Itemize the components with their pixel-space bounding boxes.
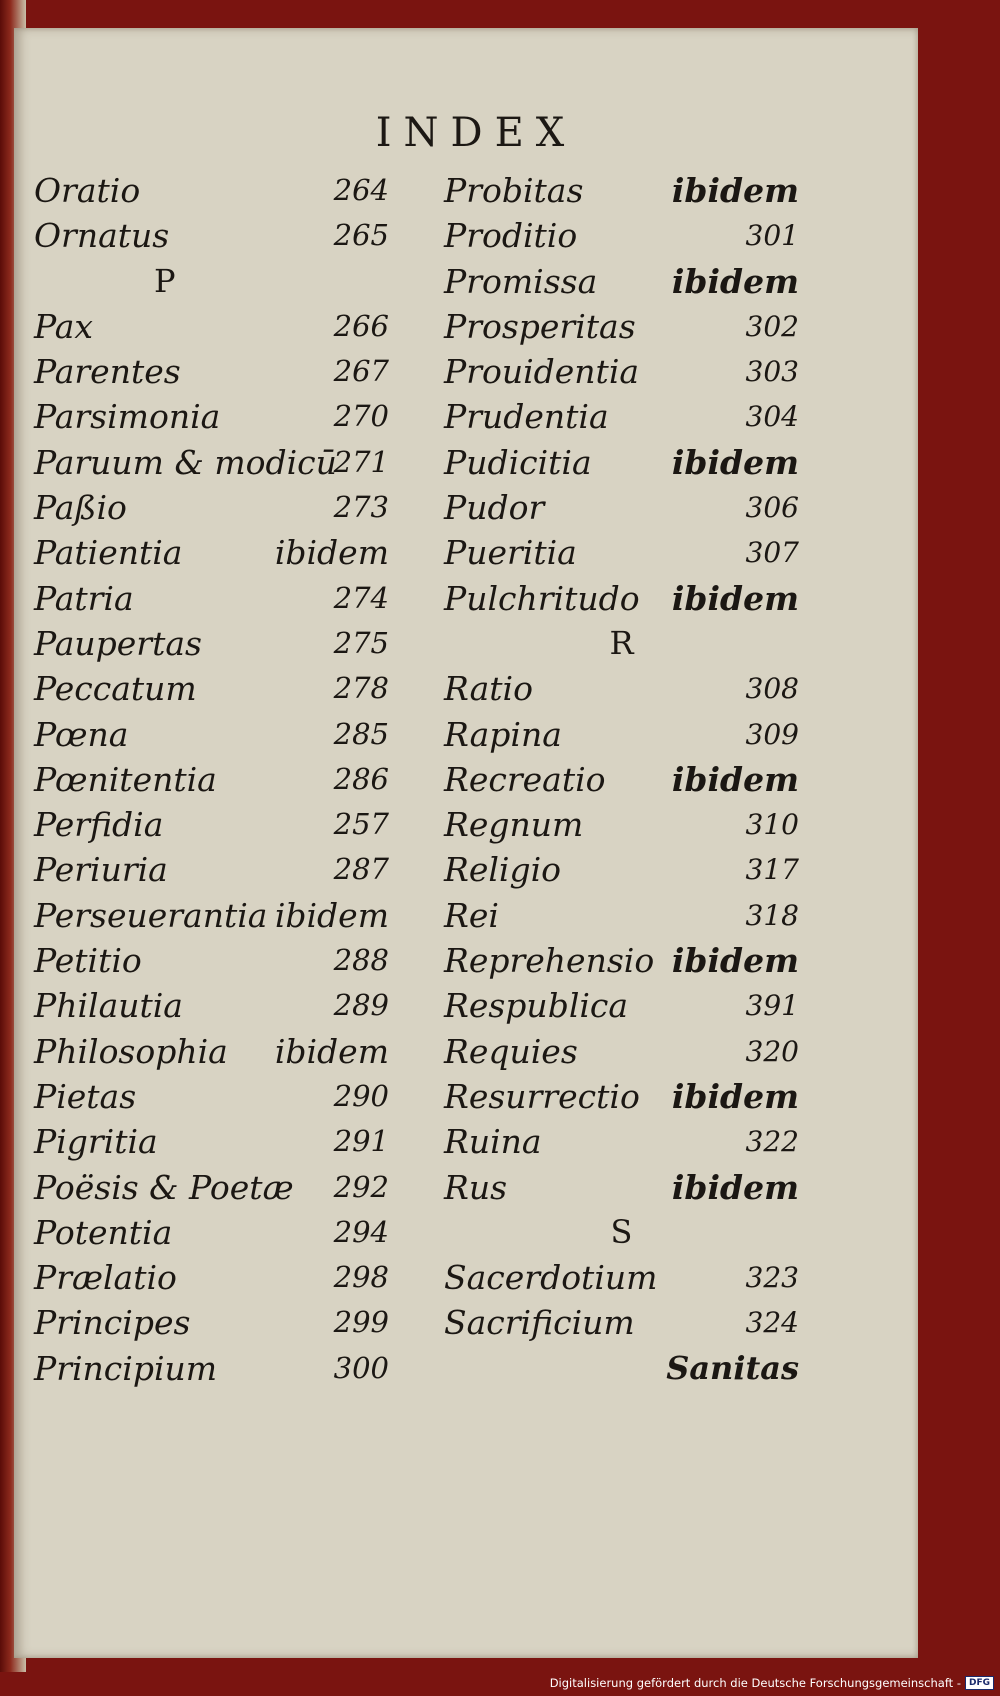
index-page-ref: 308 bbox=[745, 672, 799, 706]
index-page-ref: 290 bbox=[333, 1078, 389, 1113]
index-entry bbox=[34, 802, 389, 847]
index-entry bbox=[444, 938, 799, 983]
index-term: Sacerdotium bbox=[444, 1258, 658, 1298]
index-term: Periuria bbox=[34, 850, 168, 890]
index-term: Requies bbox=[444, 1031, 578, 1071]
index-term: Respublica bbox=[444, 986, 629, 1026]
index-term: Prudentia bbox=[444, 397, 609, 437]
index-term: Probitas bbox=[444, 171, 584, 210]
index-term: Principes bbox=[34, 1303, 191, 1343]
index-entry bbox=[34, 394, 389, 439]
index-page-ref: ibidem bbox=[274, 1031, 389, 1071]
index-entry bbox=[444, 440, 799, 485]
index-entry bbox=[34, 666, 389, 711]
index-page-ref: 288 bbox=[333, 943, 389, 978]
index-entry bbox=[34, 1210, 389, 1255]
index-entry bbox=[34, 712, 389, 757]
index-term: Prælatio bbox=[34, 1258, 177, 1298]
index-entry bbox=[34, 530, 389, 575]
index-entry bbox=[444, 666, 799, 711]
index-entry bbox=[444, 485, 799, 530]
index-page-ref: 266 bbox=[333, 308, 389, 343]
index-entry bbox=[34, 1165, 389, 1210]
index-entry bbox=[444, 259, 799, 304]
index-entry bbox=[34, 440, 389, 485]
index-page-ref: 300 bbox=[333, 1350, 389, 1385]
digitization-footer bbox=[550, 1674, 994, 1692]
index-column-left bbox=[34, 168, 389, 1391]
section-letter-row bbox=[34, 259, 389, 304]
index-entry bbox=[34, 213, 389, 258]
index-term: Pudicitia bbox=[444, 442, 592, 482]
index-term: Promissa bbox=[444, 261, 598, 301]
index-page-ref: 303 bbox=[745, 355, 799, 389]
index-term: Oratio bbox=[34, 171, 141, 210]
index-page-ref: 323 bbox=[745, 1261, 799, 1295]
index-entry bbox=[444, 530, 799, 575]
index-term: Rei bbox=[444, 895, 499, 935]
section-letter: P bbox=[154, 261, 176, 300]
index-page-ref: 270 bbox=[333, 399, 389, 434]
index-term: Pietas bbox=[34, 1076, 137, 1116]
index-page-ref: 271 bbox=[333, 444, 389, 479]
index-entry bbox=[444, 1029, 799, 1074]
dfg-logo: DFG bbox=[965, 1676, 994, 1690]
index-term: Religio bbox=[444, 850, 562, 890]
index-term: Resurrectio bbox=[444, 1076, 640, 1116]
index-term: Philosophia bbox=[34, 1031, 228, 1071]
index-term: Pueritia bbox=[444, 533, 577, 573]
index-page-ref: 391 bbox=[745, 989, 799, 1023]
index-page-ref: 265 bbox=[333, 218, 389, 253]
index-entry bbox=[444, 1119, 799, 1164]
index-entry bbox=[444, 1255, 799, 1300]
index-page-ref: 306 bbox=[745, 491, 799, 525]
index-term: Potentia bbox=[34, 1212, 173, 1252]
index-term: Regnum bbox=[444, 805, 584, 845]
index-entry bbox=[444, 576, 799, 621]
index-page-ref: 275 bbox=[333, 625, 389, 660]
index-page-ref: ibidem bbox=[671, 171, 799, 210]
index-term: Ratio bbox=[444, 669, 533, 709]
index-term: Prouidentia bbox=[444, 352, 640, 392]
index-page-ref: 318 bbox=[745, 898, 799, 932]
index-entry bbox=[444, 983, 799, 1028]
index-page-ref: 285 bbox=[333, 716, 389, 751]
index-page-ref: ibidem bbox=[671, 261, 799, 301]
index-page-ref: 299 bbox=[333, 1305, 389, 1340]
index-term: Pigritia bbox=[34, 1122, 158, 1162]
index-page-ref: 309 bbox=[745, 717, 799, 751]
index-entry bbox=[34, 938, 389, 983]
index-page-ref: 291 bbox=[333, 1124, 389, 1159]
index-term: Perseuerantia bbox=[34, 895, 268, 935]
index-entry bbox=[34, 576, 389, 621]
index-page-ref: ibidem bbox=[671, 1076, 799, 1116]
index-page-ref: 320 bbox=[745, 1034, 799, 1068]
index-term: Petitio bbox=[34, 941, 142, 981]
index-page-ref: 298 bbox=[333, 1260, 389, 1295]
index-entry bbox=[444, 893, 799, 938]
index-term: Patientia bbox=[34, 533, 183, 573]
index-page-ref: 317 bbox=[745, 853, 799, 887]
index-page-ref: 289 bbox=[333, 988, 389, 1023]
footer-text: Digitalisierung gefördert durch die Deutsche Forschungsgemeinschaft - bbox=[549, 1676, 961, 1690]
section-letter: S bbox=[610, 1212, 633, 1251]
index-term: Ornatus bbox=[34, 216, 170, 256]
index-entry bbox=[444, 1300, 799, 1345]
index-page-ref: ibidem bbox=[274, 533, 389, 573]
index-term: Pœnitentia bbox=[34, 759, 217, 799]
index-entry bbox=[444, 213, 799, 258]
index-page-ref: ibidem bbox=[671, 442, 799, 482]
index-page-ref: 301 bbox=[745, 219, 799, 253]
index-page-ref: 322 bbox=[745, 1125, 799, 1159]
index-page-ref: ibidem bbox=[274, 895, 389, 935]
index-entry bbox=[444, 168, 799, 213]
index-entry bbox=[34, 847, 389, 892]
index-term: Parentes bbox=[34, 352, 181, 392]
index-entry bbox=[444, 847, 799, 892]
index-term: Recreatio bbox=[444, 759, 606, 799]
index-term: Reprehensio bbox=[444, 941, 655, 981]
index-term: Perfidia bbox=[34, 805, 164, 845]
index-term: Paßio bbox=[34, 488, 127, 528]
index-page-ref: ibidem bbox=[671, 1167, 799, 1207]
index-term: Principium bbox=[34, 1348, 218, 1388]
book-page bbox=[14, 28, 918, 1658]
index-entry bbox=[444, 1165, 799, 1210]
index-entry bbox=[34, 621, 389, 666]
index-term: Proditio bbox=[444, 216, 578, 256]
index-entry bbox=[34, 1119, 389, 1164]
index-entry bbox=[444, 349, 799, 394]
index-term: Pudor bbox=[444, 488, 545, 528]
index-term: Pœna bbox=[34, 714, 129, 754]
index-entry bbox=[34, 1074, 389, 1119]
index-entry bbox=[444, 757, 799, 802]
index-entry bbox=[34, 1346, 389, 1391]
section-letter-row bbox=[444, 1210, 799, 1255]
page-header: INDEX bbox=[375, 110, 577, 156]
catchword: Sanitas bbox=[666, 1348, 799, 1387]
index-page-ref: 324 bbox=[745, 1306, 799, 1340]
index-page-ref: ibidem bbox=[671, 578, 799, 618]
index-term: Poësis & Poetæ bbox=[34, 1167, 294, 1207]
index-entry bbox=[444, 1074, 799, 1119]
index-entry bbox=[444, 304, 799, 349]
index-entry bbox=[34, 1300, 389, 1345]
index-term: Pulchritudo bbox=[444, 578, 640, 618]
index-term: Prosperitas bbox=[444, 306, 636, 346]
index-term: Sacrificium bbox=[444, 1303, 635, 1343]
index-column-right bbox=[444, 168, 799, 1391]
index-entry bbox=[444, 802, 799, 847]
index-term: Pax bbox=[34, 306, 94, 346]
index-page-ref: 273 bbox=[333, 490, 389, 525]
catchword-row bbox=[444, 1346, 799, 1391]
index-term: Peccatum bbox=[34, 669, 197, 709]
index-page-ref: 292 bbox=[333, 1169, 389, 1204]
index-page-ref: 307 bbox=[745, 536, 799, 570]
index-page-ref: 257 bbox=[333, 807, 389, 842]
index-page-ref: ibidem bbox=[671, 941, 799, 981]
index-page-ref: 310 bbox=[745, 808, 799, 842]
index-entry bbox=[34, 1029, 389, 1074]
index-entry bbox=[444, 712, 799, 757]
index-page-ref: 264 bbox=[333, 173, 389, 207]
index-entry bbox=[34, 168, 389, 213]
index-entry bbox=[34, 304, 389, 349]
section-letter-row bbox=[444, 621, 799, 666]
index-page-ref: 278 bbox=[333, 671, 389, 706]
index-term: Paupertas bbox=[34, 623, 202, 663]
index-page-ref: 304 bbox=[745, 400, 799, 434]
section-letter: R bbox=[609, 623, 634, 662]
index-term: Philautia bbox=[34, 986, 183, 1026]
index-term: Parsimonia bbox=[34, 397, 221, 437]
index-entry bbox=[34, 893, 389, 938]
index-page-ref: 294 bbox=[333, 1214, 389, 1249]
index-term: Patria bbox=[34, 578, 134, 618]
index-page-ref: 267 bbox=[333, 354, 389, 389]
index-page-ref: 287 bbox=[333, 852, 389, 887]
index-page-ref: 274 bbox=[333, 580, 389, 615]
index-term: Paruum & modicū bbox=[34, 442, 337, 482]
index-entry bbox=[34, 757, 389, 802]
index-entry bbox=[34, 983, 389, 1028]
index-term: Rus bbox=[444, 1167, 508, 1207]
index-page-ref: 286 bbox=[333, 761, 389, 796]
index-term: Rapina bbox=[444, 714, 562, 754]
index-entry bbox=[34, 485, 389, 530]
index-entry bbox=[34, 349, 389, 394]
index-term: Ruina bbox=[444, 1122, 542, 1162]
index-entry bbox=[444, 394, 799, 439]
index-page-ref: 302 bbox=[745, 309, 799, 343]
index-entry bbox=[34, 1255, 389, 1300]
index-page-ref: ibidem bbox=[671, 759, 799, 799]
